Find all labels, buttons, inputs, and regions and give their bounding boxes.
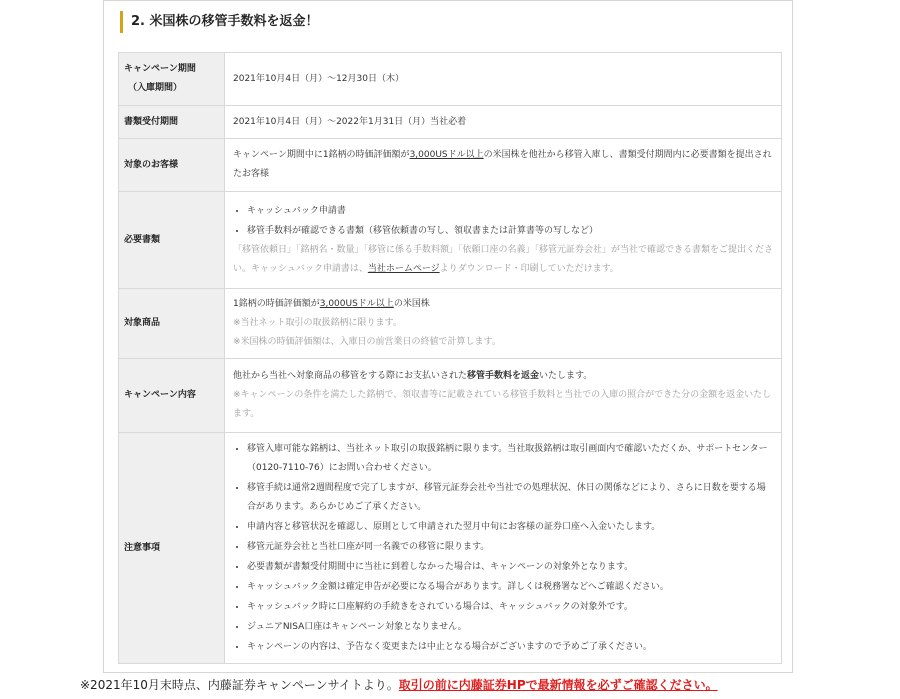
target-product-line: [233, 295, 773, 314]
text: キャンペーン期間中に1銘柄の時価評価額が: [233, 150, 410, 160]
value-campaign-period: 2021年10月4日（月）～12月30日（木）: [225, 53, 782, 106]
warning-note: 取引の前に内藤証券HPで最新情報を必ずご確認ください。: [398, 678, 718, 692]
list-item: • キャッシュバック申請書: [247, 201, 773, 221]
label-target-product: 対象商品: [119, 289, 225, 359]
value-notes: [225, 433, 782, 664]
row-target-product: [119, 289, 782, 359]
label-line2: （入庫期間）: [128, 83, 183, 93]
row-campaign-period: [119, 53, 782, 106]
notes-list: [233, 439, 773, 657]
required-docs-note: [233, 241, 773, 279]
underlined-amount: 3,000USドル以上: [319, 299, 394, 309]
footer-caption: [80, 676, 718, 694]
text: よりダウンロード・印刷していただけます。: [439, 264, 619, 274]
label-target-customer: 対象のお客様: [119, 139, 225, 192]
row-campaign-content: [119, 359, 782, 433]
campaign-panel: [103, 0, 793, 673]
list-item: • 移管元証券会社と当社口座が同一名義での移管に限ります。: [247, 537, 773, 557]
homepage-link[interactable]: 当社ホームページ: [367, 264, 440, 274]
text: 1銘柄の時価評価額が: [233, 299, 320, 309]
label-notes: 注意事項: [119, 433, 225, 664]
text: 「移管依頼日」「銘柄名・数量」「移管に係る手数料額」「依頼口座の名義」「移管元証券会社」が当社で確認できる書類をご提出ください。キャッシュバック申請書は、: [233, 245, 774, 274]
target-product-note: ※米国株の時価評価額は、入庫日の前営業日の終値で計算します。: [233, 337, 501, 347]
list-item: • 移管手数料が確認できる書類（移管依頼書の写し、領収書または計算書等の写しなど）: [247, 221, 773, 241]
list-item: • キャンペーンの内容は、予告なく変更または中止となる場合がございますので予めご了承ください。: [247, 637, 773, 657]
source-note: ※2021年10月末時点、内藤証券キャンペーンサイトより。: [80, 678, 399, 692]
value-required-docs: [225, 192, 782, 289]
label-docs-period: 書類受付期間: [119, 106, 225, 139]
campaign-table: [118, 52, 782, 664]
row-docs-period: [119, 106, 782, 139]
bold-text: 移管手数料を返金: [467, 371, 540, 381]
label-required-docs: 必要書類: [119, 192, 225, 289]
target-product-note: ※当社ネット取引の取扱銘柄に限ります。: [233, 318, 402, 328]
text: 他社から当社へ対象商品の移管をする際にお支払いされた: [233, 371, 468, 381]
section-heading: 2. 米国株の移管手数料を返金！: [120, 11, 319, 33]
text: の米国株: [393, 299, 430, 309]
underlined-amount: 3,000USドル以上: [409, 150, 484, 160]
text: いたします。: [539, 371, 593, 381]
label-line1: キャンペーン期間: [124, 64, 196, 74]
value-target-product: [225, 289, 782, 359]
label-campaign-content: キャンペーン内容: [119, 359, 225, 433]
list-item: • 必要書類が書類受付期間中に当社に到着しなかった場合は、キャンペーンの対象外となります。: [247, 557, 773, 577]
campaign-content-line: [233, 367, 773, 386]
list-item: • 移管手続は通常2週間程度で完了しますが、移管元証券会社や当社での処理状況、休日の関係などにより、さらに日数を要する場合があります。あらかじめご了承ください。: [247, 478, 773, 517]
list-item: • キャッシュバック金額は確定申告が必要になる場合があります。詳しくは税務署などへご確認ください。: [247, 577, 773, 597]
value-target-customer: [225, 139, 782, 192]
value-campaign-content: [225, 359, 782, 433]
campaign-content-note: ※キャンペーンの条件を満たした銘柄で、領収書等に記載されている移管手数料と当社での入庫の照合ができた分の金額を返金いたします。: [233, 390, 772, 419]
required-docs-list: [233, 201, 773, 241]
list-item: • 移管入庫可能な銘柄は、当社ネット取引の取扱銘柄に限ります。当社取扱銘柄は取引画面内で確認いただくか、サポートセンター（0120-7110-76）にお問い合わせください。: [247, 439, 773, 478]
row-required-docs: [119, 192, 782, 289]
value-docs-period: 2021年10月4日（月）～2022年1月31日（月）当社必着: [225, 106, 782, 139]
row-notes: [119, 433, 782, 664]
list-item: • キャッシュバック時に口座解約の手続きをされている場合は、キャッシュバックの対象外です。: [247, 597, 773, 617]
list-item: • 申請内容と移管状況を確認し、原則として申請された翌月中旬にお客様の証券口座へ入金いたします。: [247, 517, 773, 537]
label-campaign-period: [119, 53, 225, 106]
text: の米国株を他社から移管入庫し、書類受付期間内に必要書類を提出されたお客様: [233, 150, 772, 179]
row-target-customer: [119, 139, 782, 192]
list-item: • ジュニアNISA口座はキャンペーン対象となりません。: [247, 617, 773, 637]
